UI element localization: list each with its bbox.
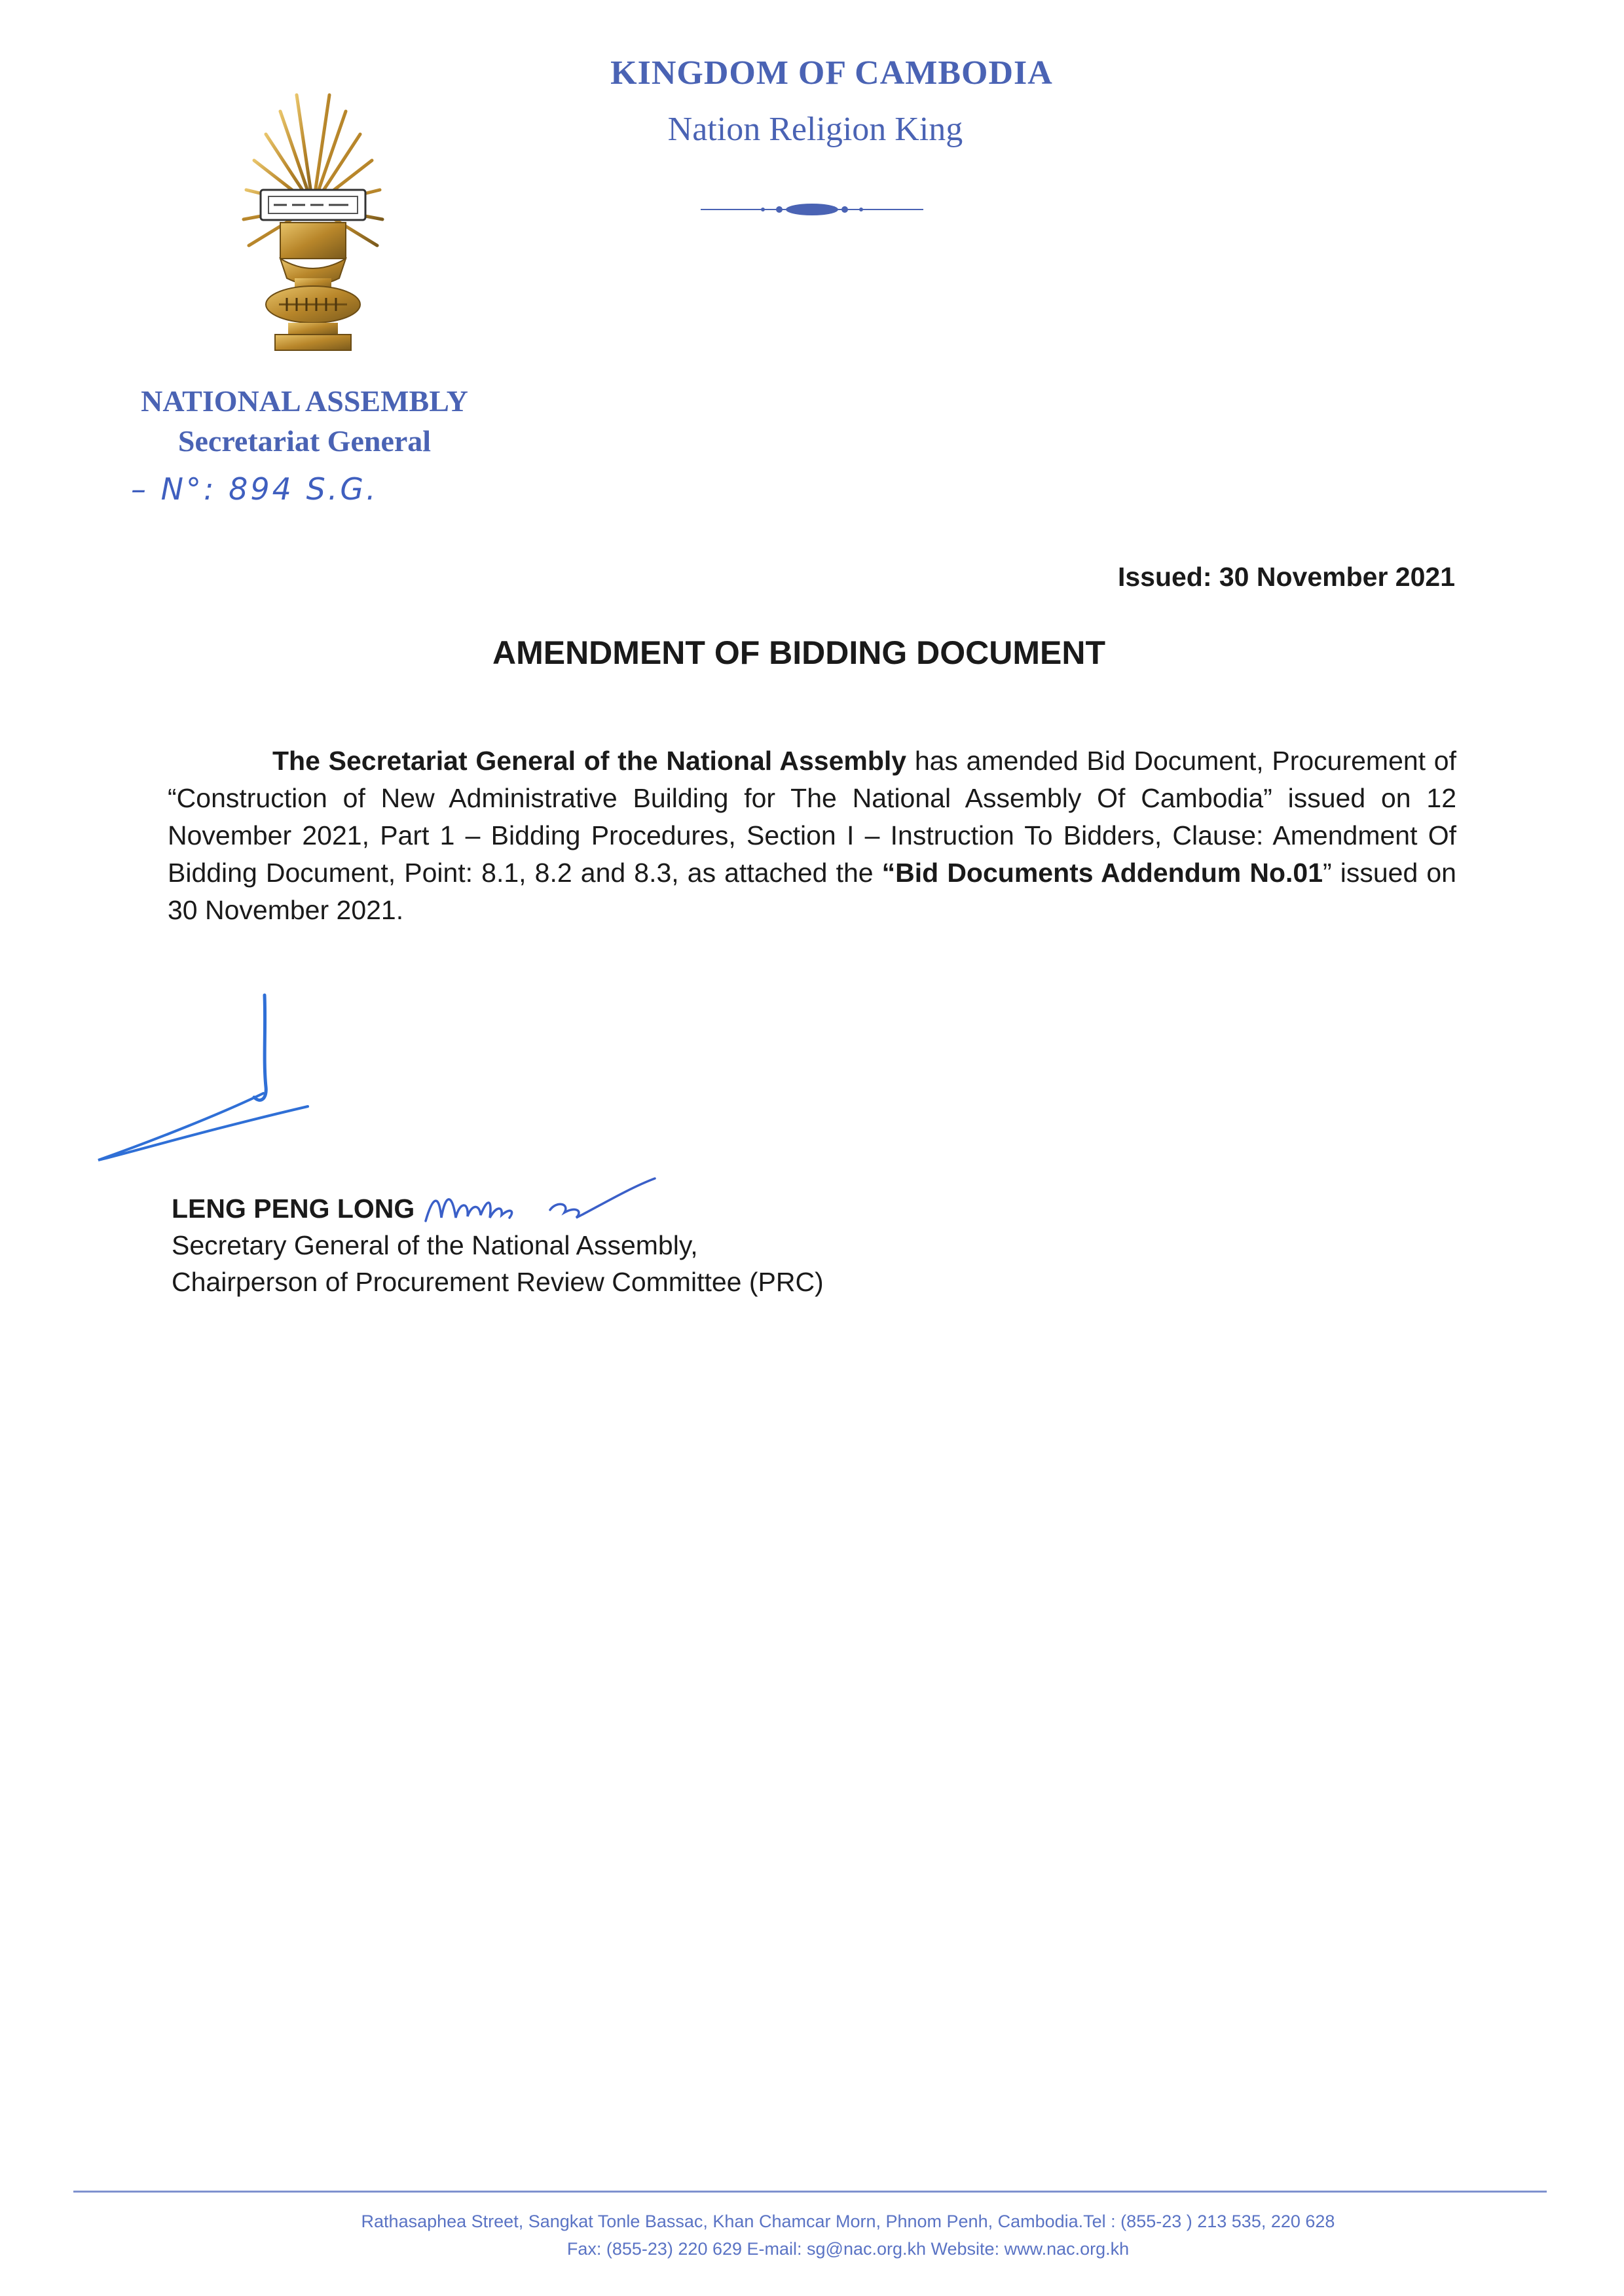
signature-icon <box>92 989 314 1178</box>
body-lead: The Secretariat General of the National Assembly <box>272 746 907 776</box>
issuer-department: Secretariat General <box>177 424 432 458</box>
signer-title-1: Secretary General of the National Assembly, <box>172 1230 698 1260</box>
issuer-name: NATIONAL ASSEMBLY <box>141 384 468 418</box>
ornamental-divider-icon <box>701 196 923 223</box>
footer-contacts: Fax: (855-23) 220 629 E-mail: sg@nac.org.kh Website: www.nac.org.kh <box>566 2239 1130 2259</box>
kingdom-title: KINGDOM OF CAMBODIA <box>610 54 1053 92</box>
body-text-2: ” issued on 30 November 2021. <box>168 858 1456 925</box>
footer-contact <box>0 2208 1624 2263</box>
body-addendum: “Bid Documents Addendum No.01 <box>881 858 1323 888</box>
footer-divider <box>73 2191 1547 2193</box>
initials-icon <box>419 1172 668 1231</box>
signer-name: LENG PENG LONG <box>172 1194 415 1224</box>
signer-title-2: Chairperson of Procurement Review Committee (PRC) <box>172 1267 824 1297</box>
body-text-1: has amended Bid Document, Procurement of “Construction of New Administrative Building for The National Assembly Of Cambodia” issued on 12 November 2021, Part 1 – Bidding Procedures, Section I – Instruction To Bidders, Clause: Amendment Of Bidding Document, Point: 8.1, 8.2 and 8.3, as attached the <box>168 746 1456 888</box>
footer-address: Rathasaphea Street, Sangkat Tonle Bassac, Khan Chamcar Morn, Phnom Penh, Cambodia.Tel : (855-23 ) 213 535, 220 628 <box>361 2212 1335 2231</box>
document-title: AMENDMENT OF BIDDING DOCUMENT <box>492 634 1106 671</box>
body-paragraph <box>168 742 1456 929</box>
national-motto: Nation Religion King <box>667 111 963 148</box>
issued-date: Issued: 30 November 2021 <box>1117 562 1455 592</box>
reference-number: – N°: 894 S.G. <box>131 471 378 507</box>
issuer-block <box>98 384 511 458</box>
